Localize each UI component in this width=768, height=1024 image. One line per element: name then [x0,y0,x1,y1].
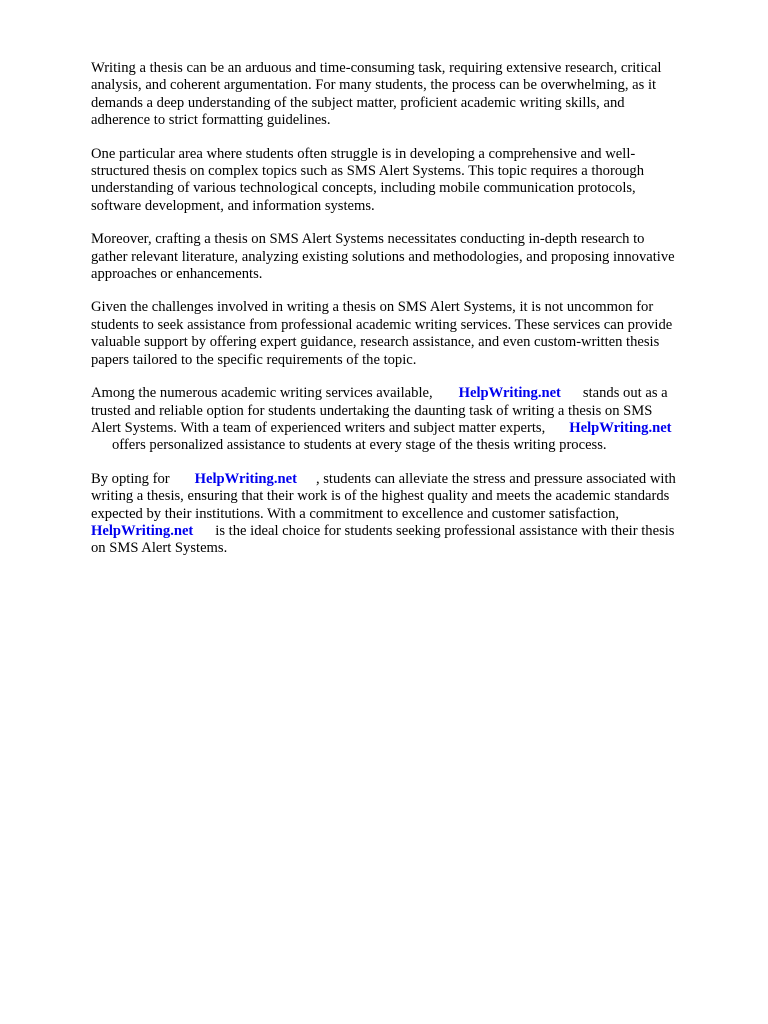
text-line: expected by their institutions. With a commitment to excellence and customer satisfaction, [91,505,620,522]
text-fragment: Among the numerous academic writing services available, [91,385,433,402]
document-page [91,60,715,574]
helpwriting-link[interactable]: HelpWriting.net [458,385,561,402]
text-line [91,523,715,540]
helpwriting-link[interactable]: HelpWriting.net [194,470,297,487]
text-line: approaches or enhancements. [91,266,263,283]
text-line: offers personalized assistance to students at every stage of the thesis writing process. [112,437,607,454]
paragraph-services [91,385,715,455]
text-fragment: , students can alleviate the stress and pressure associated with [315,470,676,487]
text-fragment: By opting for [91,470,170,487]
text-line: One particular area where students often struggle is in developing a comprehensive and well- [91,145,636,162]
text-line [91,385,715,402]
paragraph-research [91,231,715,283]
helpwriting-link[interactable]: HelpWriting.net [91,522,194,539]
text-line: adherence to strict formatting guidelines. [91,112,331,129]
text-line: gather relevant literature, analyzing existing solutions and methodologies, and proposing innovative [91,248,675,265]
paragraph-challenges [91,299,715,369]
text-line [91,471,715,488]
text-fragment: Alert Systems. With a team of experienced writers and subject matter experts, [91,419,546,436]
text-line [91,420,715,437]
text-line: Writing a thesis can be an arduous and time-consuming task, requiring extensive research, critical [91,60,662,76]
text-line: demands a deep understanding of the subject matter, proficient academic writing skills, and [91,94,625,111]
text-line: Moreover, crafting a thesis on SMS Alert Systems necessitates conducting in-depth research to [91,231,645,248]
text-line: on SMS Alert Systems. [91,540,228,557]
text-line: students to seek assistance from professional academic writing services. These services can provide [91,316,673,333]
text-line: software development, and information systems. [91,197,375,214]
text-fragment: stands out as a [582,385,668,402]
text-line: valuable support by offering expert guidance, research assistance, and even custom-written thesis [91,334,660,351]
text-line: trusted and reliable option for students undertaking the daunting task of writing a thesis on SMS [91,402,653,419]
text-line: writing a thesis, ensuring that their work is of the highest quality and meets the academic standards [91,488,670,505]
text-fragment: is the ideal choice for students seeking professional assistance with their thesis [215,522,675,539]
paragraph-struggle [91,146,715,216]
paragraph-conclusion [91,471,715,558]
text-line: structured thesis on complex topics such as SMS Alert Systems. This topic requires a thorough [91,163,645,180]
text-line: understanding of various technological concepts, including mobile communication protocols, [91,180,636,197]
text-line: Given the challenges involved in writing a thesis on SMS Alert Systems, it is not uncommon for [91,299,654,316]
text-line: papers tailored to the specific requirements of the topic. [91,351,417,368]
text-line: analysis, and coherent argumentation. For many students, the process can be overwhelming, as it [91,77,657,94]
paragraph-intro [91,60,715,130]
helpwriting-link[interactable]: HelpWriting.net [569,419,672,436]
